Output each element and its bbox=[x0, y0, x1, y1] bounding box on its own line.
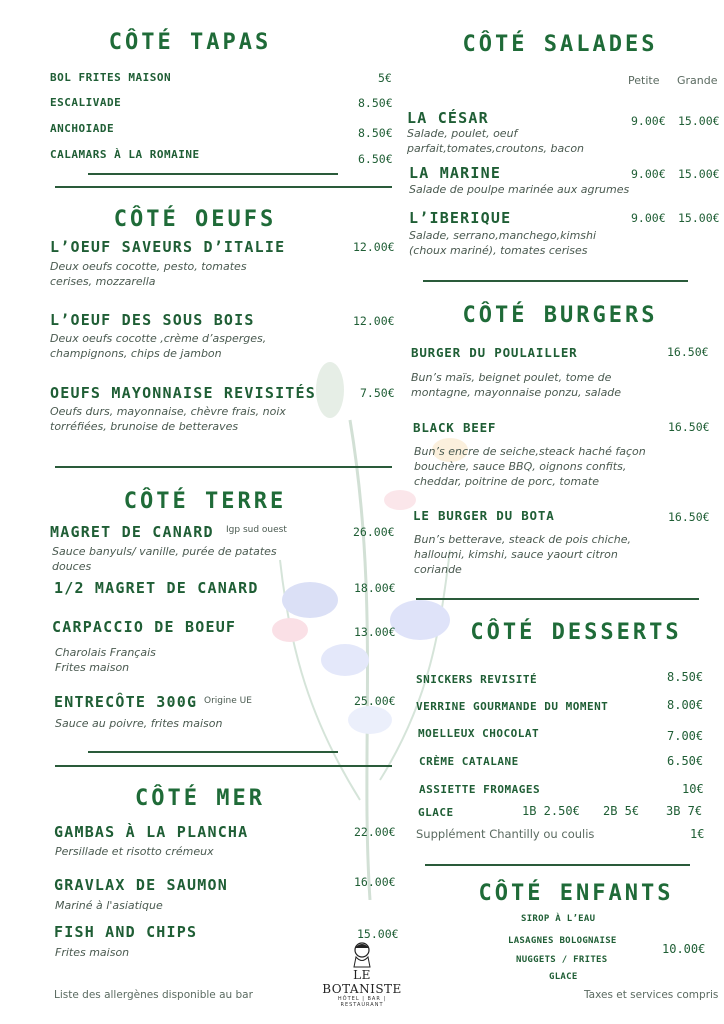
salades-item-name: LA MARINE bbox=[409, 164, 502, 182]
salades-item-large: 15.00€ bbox=[678, 167, 720, 181]
terre-item-desc: Charolais Français Frites maison bbox=[55, 646, 156, 674]
desserts-item-name: MOELLEUX CHOCOLAT bbox=[418, 727, 540, 740]
desserts-item-price: 7.00€ bbox=[667, 729, 704, 743]
terre-item-desc: Sauce au poivre, frites maison bbox=[55, 717, 223, 730]
divider bbox=[88, 173, 338, 175]
terre-item-price: 13.00€ bbox=[354, 625, 396, 639]
oeufs-item-desc: Oeufs durs, mayonnaise, chèvre frais, noix torréfiées, brunoise de betteraves bbox=[50, 405, 286, 433]
terre-item-price: 26.00€ bbox=[353, 525, 395, 539]
desserts-item-price: 6.50€ bbox=[667, 754, 704, 768]
burgers-item-price: 16.50€ bbox=[667, 345, 709, 359]
salades-col-large: Grande bbox=[677, 74, 718, 87]
burgers-item-name: LE BURGER DU BOTA bbox=[413, 508, 555, 523]
allergens-note: Liste des allergènes disponible au bar bbox=[54, 989, 253, 1001]
salades-item-desc: Salade, serrano,manchego,kimshi (choux mariné), tomates cerises bbox=[409, 229, 597, 257]
mer-item-desc: Frites maison bbox=[55, 946, 130, 959]
section-title-enfants: CÔTÉ ENFANTS bbox=[478, 881, 674, 906]
burgers-item-desc: Bun’s betterave, steack de pois chiche, halloumi, kimshi, sauce yaourt citron coriande bbox=[414, 533, 631, 576]
burgers-item-desc: Bun’s encre de seiche,steack haché façon bouchère, sauce BBQ, oignons confits, cheddar, poitrine de porc, tomate bbox=[414, 445, 646, 488]
divider bbox=[88, 751, 338, 753]
enfants-line: SIROP À L’EAU bbox=[521, 914, 596, 924]
oeufs-item-desc: Deux oeufs cocotte, pesto, tomates cerises, mozzarella bbox=[50, 260, 247, 288]
enfants-price: 10.00€ bbox=[662, 942, 706, 956]
burgers-item-desc: Bun’s maïs, beignet poulet, tome de montagne, mayonnaise ponzu, salade bbox=[411, 371, 622, 399]
tapas-item-price: 8.50€ bbox=[358, 126, 393, 140]
tapas-item-name: CALAMARS À LA ROMAINE bbox=[50, 148, 200, 161]
tapas-item-price: 8.50€ bbox=[358, 96, 393, 110]
terre-item-name: ENTRECÔTE 300G bbox=[54, 693, 198, 711]
terre-item-price: 25.00€ bbox=[354, 694, 396, 708]
salades-col-small: Petite bbox=[628, 74, 660, 87]
enfants-line: NUGGETS / FRITES bbox=[516, 955, 608, 965]
terre-item-desc: Sauce banyuls/ vanille, purée de patates douces bbox=[52, 545, 277, 573]
section-title-desserts: CÔTÉ DESSERTS bbox=[470, 620, 682, 645]
salades-item-desc: Salade, poulet, oeuf parfait,tomates,croutons, bacon bbox=[407, 127, 585, 155]
tapas-item-name: ESCALIVADE bbox=[50, 96, 122, 109]
burgers-item-price: 16.50€ bbox=[668, 510, 710, 524]
taxes-note: Taxes et services compris bbox=[584, 989, 719, 1001]
salades-item-large: 15.00€ bbox=[678, 114, 720, 128]
section-title-mer: CÔTÉ MER bbox=[135, 786, 265, 811]
salades-item-name: L’IBERIQUE bbox=[409, 209, 512, 227]
desserts-item-price: 8.50€ bbox=[667, 670, 704, 684]
mer-item-name: FISH AND CHIPS bbox=[54, 923, 198, 941]
tapas-item-name: ANCHOIADE bbox=[50, 122, 115, 135]
glace-label: GLACE bbox=[418, 806, 454, 819]
glace-price-2b: 2B 5€ bbox=[603, 804, 640, 818]
terre-item-tag: Origine UE bbox=[204, 696, 252, 706]
desserts-item-price: 10€ bbox=[682, 782, 704, 796]
mer-item-price: 16.00€ bbox=[354, 875, 396, 889]
terre-item-price: 18.00€ bbox=[354, 581, 396, 595]
oeufs-item-name: L’OEUF DES SOUS BOIS bbox=[50, 311, 255, 329]
salades-item-small: 9.00€ bbox=[631, 211, 666, 225]
oeufs-item-price: 12.00€ bbox=[353, 240, 395, 254]
section-title-salades: CÔTÉ SALADES bbox=[462, 32, 658, 57]
salades-item-small: 9.00€ bbox=[631, 114, 666, 128]
glace-price-1b: 1B 2.50€ bbox=[522, 804, 580, 818]
desserts-item-name: ASSIETTE FROMAGES bbox=[419, 783, 541, 796]
supplement-label: Supplément Chantilly ou coulis bbox=[416, 827, 595, 841]
mer-item-price: 15.00€ bbox=[357, 927, 399, 941]
mer-item-desc: Persillade et risotto crémeux bbox=[55, 845, 214, 858]
botaniste-head-icon bbox=[350, 940, 374, 968]
oeufs-item-name: OEUFS MAYONNAISE REVISITÉS bbox=[50, 384, 316, 402]
salades-item-name: LA CÉSAR bbox=[407, 109, 489, 127]
terre-item-name: CARPACCIO DE BOEUF bbox=[52, 618, 237, 636]
mer-item-name: GRAVLAX DE SAUMON bbox=[54, 876, 228, 894]
divider bbox=[55, 466, 392, 468]
divider bbox=[425, 864, 690, 866]
divider bbox=[423, 280, 688, 282]
logo-name: LE BOTANISTE bbox=[322, 968, 402, 996]
burgers-item-price: 16.50€ bbox=[668, 420, 710, 434]
desserts-item-name: CRÈME CATALANE bbox=[419, 755, 519, 768]
mer-item-price: 22.00€ bbox=[354, 825, 396, 839]
tapas-item-price: 6.50€ bbox=[358, 152, 393, 166]
burgers-item-name: BURGER DU POULAILLER bbox=[411, 345, 578, 360]
desserts-item-name: SNICKERS REVISITÉ bbox=[416, 673, 538, 686]
section-title-burgers: CÔTÉ BURGERS bbox=[462, 303, 658, 328]
logo-subtitle: HÔTEL | BAR | RESTAURANT bbox=[337, 996, 387, 1008]
glace-price-3b: 3B 7€ bbox=[666, 804, 703, 818]
divider bbox=[55, 186, 392, 188]
supplement-price: 1€ bbox=[690, 827, 705, 841]
mer-item-desc: Mariné à l'asiatique bbox=[55, 899, 163, 912]
section-title-terre: CÔTÉ TERRE bbox=[123, 489, 287, 514]
mer-item-name: GAMBAS À LA PLANCHA bbox=[54, 823, 249, 841]
section-title-tapas: CÔTÉ TAPAS bbox=[108, 30, 272, 55]
oeufs-item-price: 7.50€ bbox=[360, 386, 395, 400]
terre-item-name: 1/2 MAGRET DE CANARD bbox=[54, 579, 259, 597]
desserts-item-price: 8.00€ bbox=[667, 698, 704, 712]
terre-item-name: MAGRET DE CANARD bbox=[50, 523, 214, 541]
terre-item-tag: Igp sud ouest bbox=[226, 525, 287, 535]
tapas-item-name: BOL FRITES MAISON bbox=[50, 71, 172, 84]
enfants-line: GLACE bbox=[549, 972, 578, 982]
oeufs-item-desc: Deux oeufs cocotte ,crème d’asperges, champignons, chips de jambon bbox=[50, 332, 267, 360]
burgers-item-name: BLACK BEEF bbox=[413, 420, 497, 435]
salades-item-desc: Salade de poulpe marinée aux agrumes bbox=[409, 183, 630, 196]
salades-item-small: 9.00€ bbox=[631, 167, 666, 181]
divider bbox=[416, 598, 699, 600]
divider bbox=[55, 765, 392, 767]
section-title-oeufs: CÔTÉ OEUFS bbox=[113, 207, 277, 232]
oeufs-item-price: 12.00€ bbox=[353, 314, 395, 328]
desserts-item-name: VERRINE GOURMANDE DU MOMENT bbox=[416, 700, 609, 713]
enfants-line: LASAGNES BOLOGNAISE bbox=[508, 936, 617, 946]
botaniste-logo bbox=[322, 940, 402, 1010]
oeufs-item-name: L’OEUF SAVEURS D’ITALIE bbox=[50, 238, 286, 256]
salades-item-large: 15.00€ bbox=[678, 211, 720, 225]
tapas-item-price: 5€ bbox=[378, 71, 392, 85]
